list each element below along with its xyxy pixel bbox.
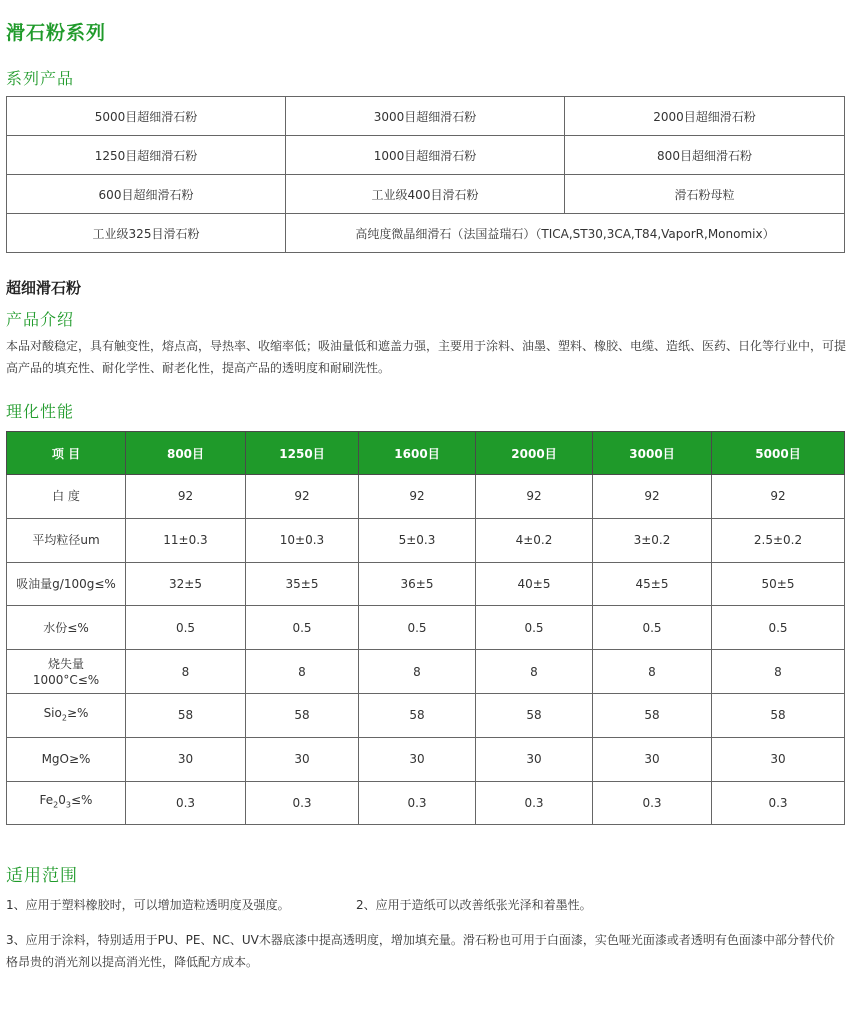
column-header: 1250目 — [246, 432, 359, 475]
table-row — [7, 562, 845, 606]
table-cell: 58 — [359, 693, 476, 737]
formula-subscript: 2 — [61, 713, 67, 723]
column-header: 3000目 — [593, 432, 712, 475]
row-label — [7, 781, 126, 825]
table-cell: 0.5 — [246, 606, 359, 650]
row-label-line: 烧失量 — [47, 656, 84, 671]
table-cell: 0.3 — [126, 781, 246, 825]
application-heading: 适用范围 — [6, 866, 78, 886]
table-cell: 8 — [246, 650, 359, 694]
table-cell: 0.5 — [126, 606, 246, 650]
table-row — [7, 781, 845, 825]
table-cell: 5±0.3 — [359, 518, 476, 562]
table-cell: 3±0.2 — [593, 518, 712, 562]
row-label: 吸油量g/100g≤% — [7, 562, 126, 606]
row-label: MgO≥% — [7, 737, 126, 781]
table-cell: 58 — [476, 693, 593, 737]
table-cell: 0.3 — [593, 781, 712, 825]
table-cell: 58 — [246, 693, 359, 737]
row-label: 白 度 — [7, 475, 126, 519]
table-row — [7, 175, 845, 214]
table-cell: 30 — [476, 737, 593, 781]
table-cell: 30 — [359, 737, 476, 781]
table-cell: 0.3 — [712, 781, 845, 825]
table-row — [7, 606, 845, 650]
series-cell: 滑石粉母粒 — [565, 175, 845, 214]
series-cell: 工业级400目滑石粉 — [286, 175, 565, 214]
table-cell: 92 — [476, 475, 593, 519]
table-cell: 36±5 — [359, 562, 476, 606]
table-row — [7, 650, 845, 694]
application-item-1: 1、应用于塑料橡胶时，可以增加造粒透明度及强度。 — [6, 898, 290, 912]
table-row — [7, 214, 845, 253]
table-cell: 45±5 — [593, 562, 712, 606]
formula-part: 0 — [58, 793, 66, 808]
table-row — [7, 475, 845, 519]
series-cell: 600目超细滑石粉 — [7, 175, 286, 214]
table-cell: 0.3 — [476, 781, 593, 825]
table-cell: 50±5 — [712, 562, 845, 606]
table-cell: 32±5 — [126, 562, 246, 606]
application-item-3: 3、应用于涂料，特别适用于PU、PE、NC、UV木器底漆中提高透明度，增加填充量。滑石粉也可用于白面漆，实色哑光面漆或者透明有色面漆中部分替代价格昂贵的消光剂以提高消光性，降低配方成本。 — [6, 933, 835, 969]
table-cell: 30 — [593, 737, 712, 781]
table-row — [7, 518, 845, 562]
table-cell: 30 — [246, 737, 359, 781]
column-header: 2000目 — [476, 432, 593, 475]
series-cell: 3000目超细滑石粉 — [286, 97, 565, 136]
formula-subscript: 2 — [53, 800, 59, 810]
formula-subscript: 3 — [65, 800, 71, 810]
series-cell: 1000目超细滑石粉 — [286, 136, 565, 175]
formula-part: Fe — [39, 793, 54, 808]
table-cell: 11±0.3 — [126, 518, 246, 562]
table-cell: 92 — [246, 475, 359, 519]
series-cell: 5000目超细滑石粉 — [7, 97, 286, 136]
table-cell: 4±0.2 — [476, 518, 593, 562]
table-cell: 0.5 — [593, 606, 712, 650]
series-cell: 2000目超细滑石粉 — [565, 97, 845, 136]
properties-heading: 理化性能 — [6, 402, 75, 421]
table-cell: 8 — [593, 650, 712, 694]
column-header: 800目 — [126, 432, 246, 475]
formula-part: ≥% — [66, 705, 89, 720]
table-cell: 8 — [359, 650, 476, 694]
table-cell: 92 — [359, 475, 476, 519]
page-title: 滑石粉系列 — [6, 22, 107, 44]
table-cell: 0.3 — [246, 781, 359, 825]
table-row — [7, 136, 845, 175]
table-row — [7, 737, 845, 781]
table-row — [7, 693, 845, 737]
column-header: 5000目 — [712, 432, 845, 475]
row-label — [7, 650, 126, 694]
table-cell: 58 — [126, 693, 246, 737]
row-label-line: 1000°C≤% — [32, 672, 100, 687]
table-cell: 92 — [126, 475, 246, 519]
formula-part: Sio — [43, 705, 62, 720]
table-cell: 40±5 — [476, 562, 593, 606]
series-heading: 系列产品 — [6, 69, 75, 88]
table-cell: 30 — [712, 737, 845, 781]
formula-part: ≤% — [71, 793, 93, 808]
table-cell: 35±5 — [246, 562, 359, 606]
series-cell: 1250目超细滑石粉 — [7, 136, 286, 175]
series-cell: 高纯度微晶细滑石（法国益瑞石）（TICA,ST30,3CA,T84,VaporR,Monomix） — [286, 214, 845, 253]
table-cell: 0.5 — [476, 606, 593, 650]
table-cell: 8 — [126, 650, 246, 694]
series-table — [6, 96, 845, 253]
table-cell: 92 — [712, 475, 845, 519]
properties-table — [6, 431, 845, 825]
row-label: 平均粒径um — [7, 518, 126, 562]
table-cell: 30 — [126, 737, 246, 781]
table-cell: 8 — [712, 650, 845, 694]
row-label — [7, 693, 126, 737]
series-cell: 800目超细滑石粉 — [565, 136, 845, 175]
table-row — [7, 97, 845, 136]
table-cell: 0.3 — [359, 781, 476, 825]
product-title: 超细滑石粉 — [6, 279, 82, 297]
table-cell: 92 — [593, 475, 712, 519]
intro-text: 本品对酸稳定，具有触变性，熔点高，导热率、收缩率低；吸油量低和遮盖力强，主要用于涂料、油墨、塑料、橡胶、电缆、造纸、医药、日化等行业中，可提高产品的填充性、耐化学性、耐老化性，提高产品的透明度和耐刷洗性。 — [6, 339, 847, 375]
table-cell: 58 — [712, 693, 845, 737]
table-cell: 0.5 — [712, 606, 845, 650]
intro-heading: 产品介绍 — [6, 310, 75, 329]
application-item-2: 2、应用于造纸可以改善纸张光泽和着墨性。 — [356, 898, 592, 912]
table-cell: 10±0.3 — [246, 518, 359, 562]
column-header: 1600目 — [359, 432, 476, 475]
table-cell: 0.5 — [359, 606, 476, 650]
table-header-row — [7, 432, 845, 475]
table-cell: 58 — [593, 693, 712, 737]
row-label: 水份≤% — [7, 606, 126, 650]
table-cell: 2.5±0.2 — [712, 518, 845, 562]
table-cell: 8 — [476, 650, 593, 694]
series-cell: 工业级325目滑石粉 — [7, 214, 286, 253]
column-header: 项 目 — [7, 432, 126, 475]
